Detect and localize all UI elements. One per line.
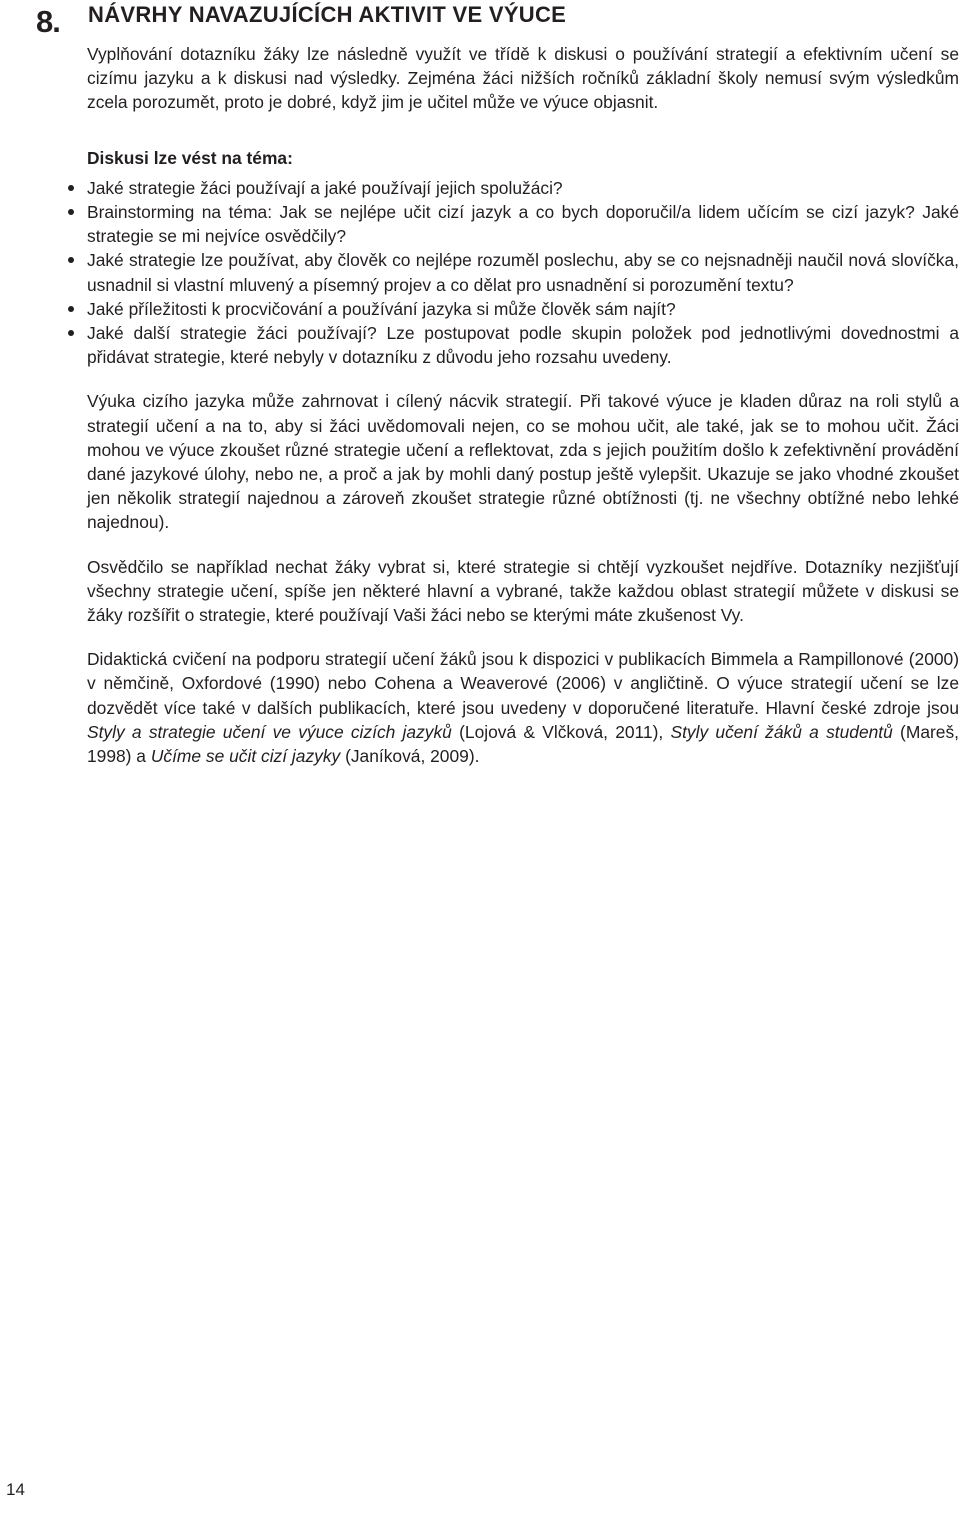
section-number: 8. [36,4,60,39]
discussion-list [87,176,959,370]
main-content [87,42,959,768]
references-text-2: (Lojová & Vlčková, 2011), [451,721,671,742]
paragraph-strategy-training: Výuka cizího jazyka může zahrnovat i cílený nácvik strategií. Při takové výuce je kladen důraz na roli stylů a strategií učení a na to, aby si žáci uvědomovali nejen, co se mohou učit, ale také, jak se to mohou učit. Žáci mohou ve výuce zkoušet různé strategie učení a reflektovat, zda s jejich použitím došlo k zefektivnění provádění dané jazykové úlohy, nebo ne, a proč a jak by mohli daný postup ještě vylepšit. Ukazuje se jako vhodné zkoušet jen několik strategií najednou a zároveň zkoušet strategie různé obtížnosti (tj. ne všechny obtížné nebo lehké najednou). [87,391,959,533]
reference-title-1: Styly a strategie učení ve výuce cizích jazyků [87,721,452,742]
intro-paragraph: Vyplňování dotazníku žáky lze následně využít ve třídě k diskusi o používání strategií a efektivním učení se cizímu jazyku a k diskusi nad výsledky. Zejména žáci nižších ročníků základní školy nemusí svým výsledkům zcela porozumět, proto je dobré, když jim je učitel může ve výuce objasnit. [87,44,959,113]
list-item: Jaké příležitosti k procvičování a používání jazyka si může člověk sám najít? [87,297,959,321]
list-item: Jaké další strategie žáci používají? Lze postupovat podle skupin položek pod jednotlivými dovednostmi a přidávat strategie, které nebyly v dotazníku z důvodu jeho rozsahu uvedeny. [87,321,959,369]
list-item: Jaké strategie žáci používají a jaké používají jejich spolužáci? [87,176,959,200]
reference-title-2: Styly učení žáků a studentů [670,721,893,742]
section-title: NÁVRHY NAVAZUJÍCÍCH AKTIVIT VE VÝUCE [88,2,567,27]
discussion-subheading: Diskusi lze vést na téma: [87,147,293,168]
references-text-3: (Mareš, 1998) a [87,721,959,767]
references-text-4: (Janíková, 2009). [340,746,480,767]
list-item: Jaké strategie lze používat, aby člověk co nejlépe rozuměl poslechu, aby se co nejsnadněji naučil nová slovíčka, usnadnil si vlastní mluvený a písemný projev a co dělat pro usnadnění si porozumění textu? [87,248,959,296]
paragraph-strategy-selection: Osvědčilo se například nechat žáky vybrat si, které strategie si chtějí vyzkoušet nejdříve. Dotazníky nezjišťují všechny strategie učení, spíše jen některé hlavní a vybrané, takže každou oblast strategií můžete v diskusi se žáky rozšířit o strategie, které používají Vaši žáci nebo se kterými máte zkušenost Vy. [87,556,959,626]
paragraph-references [87,647,959,768]
page-number: 14 [6,1480,25,1499]
references-text-1: Didaktická cvičení na podporu strategií učení žáků jsou k dispozici v publikacích Bimmela a Rampillonové (2000) v němčině, Oxfordové (1990) nebo Cohena a Weaverové (2006) v angličtině. O výuce strategií učení se lze dozvědět více také v dalších publikacích, které jsou uvedeny v doporučené literatuře. Hlavní české zdroje jsou [87,649,959,718]
list-item: Brainstorming na téma: Jak se nejlépe učit cizí jazyk a co bych doporučil/a lidem učícím se cizí jazyk? Jaké strategie se mi nejvíce osvědčily? [87,200,959,248]
reference-title-3: Učíme se učit cizí jazyky [150,746,341,767]
